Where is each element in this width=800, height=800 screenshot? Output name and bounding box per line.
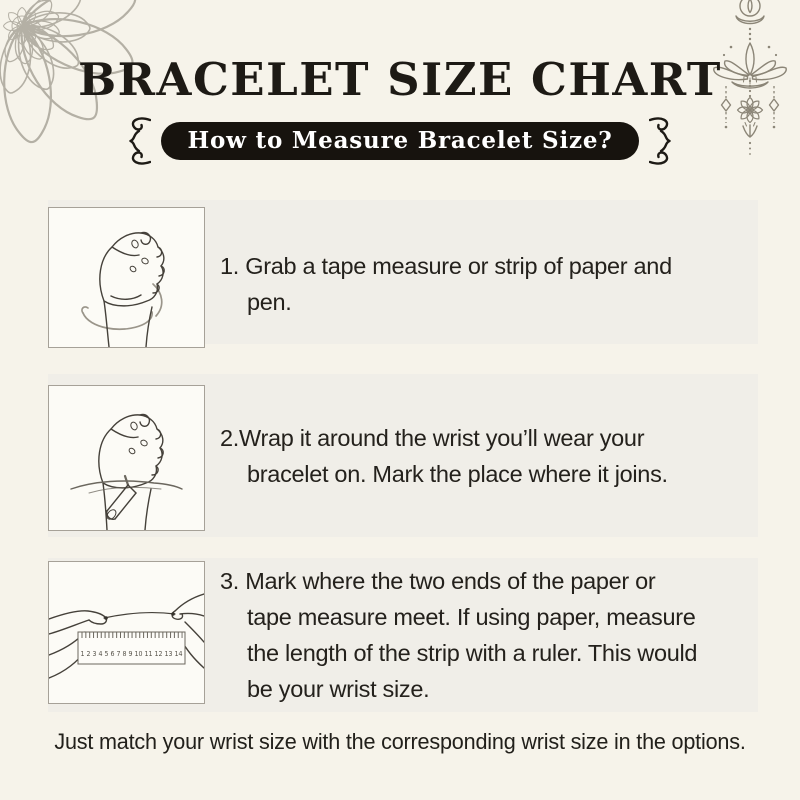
subtitle-badge-row	[0, 116, 800, 166]
left-flourish-icon	[125, 116, 151, 166]
step-line: bracelet on. Mark the place where it joins.	[247, 460, 668, 487]
right-flourish-icon	[649, 116, 675, 166]
step2-text	[220, 374, 800, 537]
step1-text	[220, 200, 800, 356]
step2-illustration-hand-tape-pen	[48, 385, 205, 531]
step-line: pen.	[247, 289, 292, 315]
step-line: 1. Grab a tape measure or strip of paper and	[220, 253, 672, 279]
step-line: the length of the strip with a ruler. This would	[247, 640, 698, 666]
ruler-numbers: 1 2 3 4 5 6 7 8 9 10 11 12 13 14	[80, 650, 183, 658]
step-line: 3. Mark where the two ends of the paper or	[220, 568, 656, 594]
how-to-measure-badge: How to Measure Bracelet Size?	[161, 122, 638, 160]
step-line: 2.Wrap it around the wrist you’ll wear your	[220, 424, 645, 451]
step-line: be your wrist size.	[247, 676, 430, 702]
page-title: BRACELET SIZE CHART	[78, 53, 722, 106]
footer-note: Just match your wrist size with the corresponding wrist size in the options.	[54, 729, 746, 754]
step-row-1	[48, 200, 758, 344]
step3-illustration-ruler-hands	[48, 561, 205, 704]
step1-illustration-hand-fist	[48, 207, 205, 348]
step-row-3	[48, 558, 758, 712]
step3-text	[220, 558, 800, 712]
step-row-2	[48, 374, 758, 537]
step-line: tape measure meet. If using paper, measure	[247, 604, 696, 630]
